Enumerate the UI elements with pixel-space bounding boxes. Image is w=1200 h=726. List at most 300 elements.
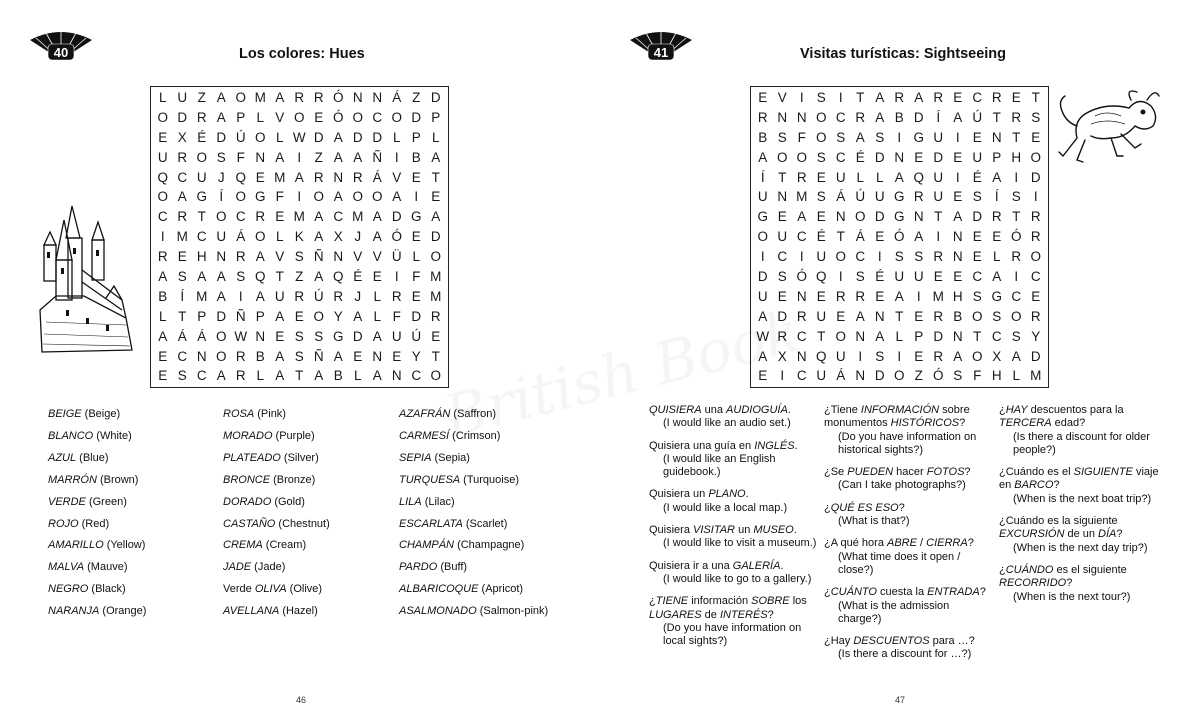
grid-letter: A [294,169,304,185]
grid-letter: E [777,209,787,225]
grid-letter: C [1030,269,1041,285]
grid-letter: P [255,308,265,324]
vocab-spanish: VERDE [48,495,86,508]
vocab-item [48,470,146,492]
phrase-spanish: ¿CUÁNDO es el siguiente RECORRIDO? [999,563,1127,590]
vocab-item [399,535,548,557]
grid-letter: U [816,249,827,265]
grid-letter: M [196,288,208,304]
vocab-prefix: Verde [223,583,255,596]
vocab-item [48,404,146,426]
grid-letter: K [294,229,304,245]
grid-letter: E [372,269,382,285]
grid-letter: Z [197,90,206,105]
phrase-spanish: ¿CUÁNTO cuesta la ENTRADA? [824,586,986,599]
grid-letter: M [254,90,266,105]
grid-letter: T [856,90,865,105]
grid-letter: A [333,149,343,165]
grid-letter: Q [157,169,168,185]
grid-letter: G [893,189,905,205]
vocab-item [399,404,548,426]
grid-letter: D [933,328,944,344]
grid-letter: S [294,328,304,344]
page-title: Los colores: Hues [239,46,365,62]
grid-letter: T [275,269,284,285]
grid-letter: E [953,90,963,105]
phrase-spanish: ¿Cuándo es la siguiente EXCURSIÓN de un DÍA? [999,515,1123,541]
vocab-item [223,470,330,492]
grid-letter: É [972,169,982,185]
phrase-english: (Do you have information on historical sights?) [838,430,977,456]
grid-letter: L [875,169,884,185]
vocab-item [399,514,548,536]
grid-letter: I [760,249,765,265]
phrase-english: (When is the next tour?) [1013,590,1131,603]
grid-letter: D [972,209,983,225]
phrase-spanish: ¿Cuándo es el SIGUIENTE viaje en BARCO? [999,466,1159,492]
phrase-item [999,404,1167,457]
vocab-english: (Silver) [280,451,319,464]
grid-letter: A [953,109,963,125]
grid-letter: I [897,129,902,145]
vocab-spanish: LILA [399,495,422,508]
phrase-item [649,440,817,480]
vocab-english: (Beige) [81,408,121,420]
grid-letter: R [1030,209,1041,225]
grid-letter: E [777,288,787,304]
grid-letter: V [353,249,363,265]
grid-letter: N [835,209,846,225]
grid-letter: C [372,109,383,125]
grid-letter: É [197,129,207,145]
vocab-spanish: JADE [223,561,252,574]
grid-letter: E [275,209,285,225]
grid-letter: R [235,368,246,384]
grid-letter: S [236,269,246,285]
grid-letter: A [953,348,963,364]
grid-letter: O [757,229,768,245]
grid-letter: A [158,328,168,344]
vocab-english: (White) [93,429,132,442]
grid-letter: U [835,169,846,185]
grid-letter: D [874,368,885,384]
grid-letter: C [972,90,983,105]
grid-letter: B [894,109,904,125]
grid-letter: U [777,229,788,245]
grid-letter: R [1030,308,1041,324]
vocab-item [48,514,146,536]
grid-letter: C [1011,288,1022,304]
grid-letter: E [875,229,885,245]
grid-letter: I [297,189,302,205]
grid-letter: L [373,308,381,324]
vocab-item [223,448,330,470]
grid-letter: D [757,269,768,285]
grid-letter: R [157,249,168,265]
grid-letter: H [1011,149,1022,165]
grid-letter: V [777,90,787,105]
grid-letter: C [777,249,788,265]
grid-letter: R [255,209,266,225]
grid-letter: O [854,209,866,225]
grid-letter: U [933,169,944,185]
grid-letter: T [836,229,845,245]
grid-letter: A [333,129,343,145]
page-title: Visitas turísticas: Sightseeing [800,46,1007,62]
word-search-grid [750,86,1049,388]
grid-letter: U [913,269,924,285]
grid-letter: E [758,90,768,105]
vocab-spanish: BLANCO [48,429,94,442]
phrase-spanish: Quisiera ir a una GALERÍA. [649,559,784,572]
grid-letter: T [431,169,440,185]
grid-letter: P [914,328,924,344]
grid-letter: O [971,348,983,364]
grid-letter: A [431,209,441,225]
grid-letter: G [254,189,266,205]
vocab-spanish: MARRÓN [48,473,97,486]
grid-letter: N [255,149,266,165]
grid-letter: E [972,249,982,265]
grid-letter: B [158,288,168,304]
grid-letter: É [353,269,363,285]
grid-letter: Ó [332,109,344,125]
phrase-item [824,404,992,457]
grid-letter: O [430,249,441,265]
grid-letter: G [410,209,422,225]
grid-letter: N [855,368,866,384]
grid-letter: E [953,269,963,285]
vocab-spanish: AMARILLO [48,539,104,552]
phrase-english: (Do you have information on local sights?) [663,621,802,648]
vocab-spanish: PARDO [399,561,438,574]
grid-letter: Ó [932,368,944,384]
grid-letter: S [1011,328,1021,344]
grid-letter: Ó [893,229,905,245]
grid-letter: P [411,129,421,145]
grid-letter: A [216,368,226,384]
grid-letter: T [1012,209,1021,225]
vocab-column-2 [223,404,330,623]
grid-letter: M [1030,368,1042,384]
vocab-item [223,601,330,623]
grid-letter: S [177,368,187,384]
grid-letter: A [314,229,324,245]
grid-letter: D [313,129,324,145]
grid-letter: A [216,90,226,105]
grid-letter: Y [1031,328,1041,344]
grid-letter: Q [332,269,344,285]
grid-letter: F [412,269,421,285]
grid-letter: O [215,209,227,225]
grid-letter: R [991,90,1002,105]
grid-letter: O [1010,308,1022,324]
grid-letter: S [914,249,924,265]
grid-letter: S [816,189,826,205]
grid-letter: A [333,189,343,205]
vocab-english: (Blue) [76,451,109,464]
grid-letter: E [992,229,1002,245]
grid-letter: P [197,308,207,324]
grid-letter: M [293,209,305,225]
grid-letter: R [294,90,305,105]
grid-letter: A [216,269,226,285]
vocab-english: (Red) [78,517,110,530]
grid-letter: N [372,348,383,364]
vocab-column-3 [399,404,548,623]
grid-letter: Á [855,229,865,245]
grid-letter: U [391,328,402,344]
vocab-spanish: CARMESÍ [399,429,450,442]
grid-letter: T [934,209,943,225]
grid-letter: E [158,368,168,384]
grid-letter: I [799,90,804,105]
phrase-english: (What is the admission charge?) [838,599,950,625]
grid-letter: X [177,129,187,145]
grid-letter: T [1012,129,1021,145]
grid-letter: Q [815,269,827,285]
grid-letter: E [158,129,168,145]
grid-letter: I [838,269,843,285]
vocab-item [223,492,330,514]
grid-letter: A [875,90,885,105]
grid-letter: R [933,308,944,324]
grid-letter: A [758,308,768,324]
vocab-english: (Champagne) [454,539,525,552]
vocab-spanish: ALBARICOQUE [399,583,479,596]
vocab-spanish: NEGRO [48,583,89,596]
vocab-item [48,426,146,448]
grid-letter: S [314,328,324,344]
grid-letter: A [392,189,402,205]
grid-letter: B [333,368,343,384]
grid-letter: U [972,149,983,165]
grid-letter: A [372,368,382,384]
grid-letter: N [952,328,963,344]
grid-letter: E [972,129,982,145]
grid-letter: Í [180,288,185,304]
phrase-spanish: ¿Tiene INFORMACIÓN sobre monumentos HISTÓRICOS? [824,404,970,430]
grid-letter: Z [295,269,304,285]
vocab-column-1 [48,404,146,623]
grid-letter: V [372,249,382,265]
grid-letter: D [430,229,441,245]
grid-letter: T [178,308,187,324]
grid-letter: Ñ [313,348,324,364]
vocab-english: (Brown) [96,473,139,486]
grid-letter: Ó [391,229,402,245]
grid-letter: D [177,109,188,125]
grid-letter: U [274,288,285,304]
vocab-english: (Hazel) [279,605,318,618]
vocab-english: (Cream) [262,539,307,552]
grid-letter: U [196,169,207,185]
grid-letter: I [916,288,921,304]
phrase-item [649,524,817,551]
grid-letter: I [394,269,399,285]
grid-letter: I [799,249,804,265]
grid-letter: Á [836,368,846,384]
vocab-item [223,579,330,601]
grid-letter: Ú [411,328,422,344]
vocab-english: (Green) [85,495,127,508]
grid-letter: N [796,109,807,125]
vocab-english: (Gold) [271,495,305,508]
grid-letter: E [953,189,963,205]
bull-icon [1055,86,1167,170]
grid-letter: L [275,229,284,245]
grid-letter: É [816,229,826,245]
grid-letter: L [256,109,264,125]
grid-letter: E [431,189,441,205]
puzzle-number: 40 [53,45,69,60]
grid-letter: S [855,269,865,285]
vocab-english: (Apricot) [478,583,524,596]
grid-letter: U [757,189,768,205]
grid-letter: E [411,229,421,245]
grid-letter: Ú [972,109,983,125]
grid-letter: E [816,169,826,185]
phrase-item [649,488,817,515]
phrase-item [824,502,992,529]
grid-letter: G [991,288,1002,304]
grid-letter: A [992,169,1002,185]
grid-letter: R [196,109,207,125]
grid-letter: E [914,149,924,165]
grid-letter: I [1014,169,1019,185]
phrase-english: (Is there a discount for older people?) [1013,430,1150,456]
phrase-column-2 [824,404,992,671]
grid-letter: A [875,328,885,344]
grid-letter: A [275,308,285,324]
grid-letter: S [894,249,904,265]
grid-letter: A [314,209,324,225]
grid-letter: A [353,149,363,165]
page-number: 46 [296,695,307,705]
phrase-spanish: ¿A qué hora ABRE / CIERRA? [824,537,974,550]
vocab-english: (Chestnut) [275,517,330,530]
vocab-english: (Black) [88,583,126,596]
grid-letter: A [255,288,265,304]
grid-letter: N [333,249,344,265]
grid-letter: N [333,169,344,185]
phrase-spanish: ¿Hay DESCUENTOS para …? [824,635,975,648]
grid-letter: X [777,348,787,364]
grid-letter: O [1030,149,1041,165]
grid-letter: A [1011,348,1021,364]
grid-letter: O [254,229,266,245]
grid-letter: Ü [391,249,402,265]
grid-letter: U [933,189,944,205]
phrase-english: (I would like a local map.) [663,501,788,514]
grid-letter: F [275,189,284,205]
grid-letter: S [294,249,304,265]
vocab-item [48,448,146,470]
grid-letter: C [411,368,422,384]
grid-letter: Q [913,169,924,185]
grid-letter: L [856,169,864,185]
grid-letter: I [414,189,419,205]
grid-letter: Á [197,328,207,344]
grid-letter: R [796,308,807,324]
grid-letter: L [1012,368,1020,384]
vocab-spanish: SEPIA [399,451,432,464]
grid-letter: G [332,328,344,344]
grid-letter: G [913,129,924,145]
grid-letter: Ó [1010,229,1022,245]
phrase-spanish: Quisiera un PLANO. [649,488,749,501]
grid-letter: G [757,209,768,225]
grid-letter: C [177,348,188,364]
grid-letter: Á [236,229,246,245]
grid-letter: C [196,368,207,384]
vocab-spanish: ASALMONADO [399,605,477,618]
vocab-item [223,426,330,448]
grid-letter: H [952,288,963,304]
grid-letter: A [894,169,904,185]
vocab-spanish: ESCARLATA [399,517,463,530]
phrase-english: (I would like an audio set.) [663,417,791,430]
grid-letter: A [894,288,904,304]
grid-letter: E [275,328,285,344]
phrase-column-1 [649,404,817,657]
vocab-spanish: MORADO [223,429,273,442]
grid-letter: D [430,90,441,105]
grid-letter: A [197,269,207,285]
grid-letter: I [838,90,843,105]
phrase-spanish: ¿TIENE información SOBRE los LUGARES de INTERÉS? [649,595,807,621]
vocab-item [399,601,548,623]
grid-letter: Ú [855,189,866,205]
grid-letter: A [255,249,265,265]
grid-letter: I [238,288,243,304]
vocab-item [223,557,330,579]
grid-letter: A [992,269,1002,285]
vocab-spanish: AZAFRÁN [399,408,451,420]
grid-letter: O [313,308,324,324]
grid-letter: A [953,209,963,225]
grid-letter: Í [760,169,765,185]
grid-letter: S [777,129,787,145]
grid-letter: F [236,149,245,165]
grid-letter: I [877,249,882,265]
grid-letter: R [855,109,866,125]
grid-letter: F [973,368,982,384]
grid-letter: E [177,249,187,265]
vocab-english: (Olive) [286,583,323,596]
phrase-item [999,466,1167,506]
grid-letter: L [256,368,264,384]
vocab-english: (Buff) [437,561,468,574]
grid-letter: N [796,288,807,304]
grid-letter: Á [392,90,402,105]
vocab-spanish: CASTAÑO [223,517,276,530]
vocab-english: (Saffron) [450,408,496,420]
grid-letter: I [955,129,960,145]
grid-letter: M [176,229,188,245]
grid-letter: A [914,90,924,105]
vocab-english: (Yellow) [103,539,146,552]
grid-letter: C [157,209,168,225]
grid-letter: T [992,109,1001,125]
grid-letter: T [1031,90,1040,105]
grid-letter: V [275,249,285,265]
grid-letter: A [855,308,865,324]
grid-letter: R [430,308,441,324]
grid-letter: D [352,328,363,344]
grid-letter: S [972,189,982,205]
grid-letter: C [835,149,846,165]
